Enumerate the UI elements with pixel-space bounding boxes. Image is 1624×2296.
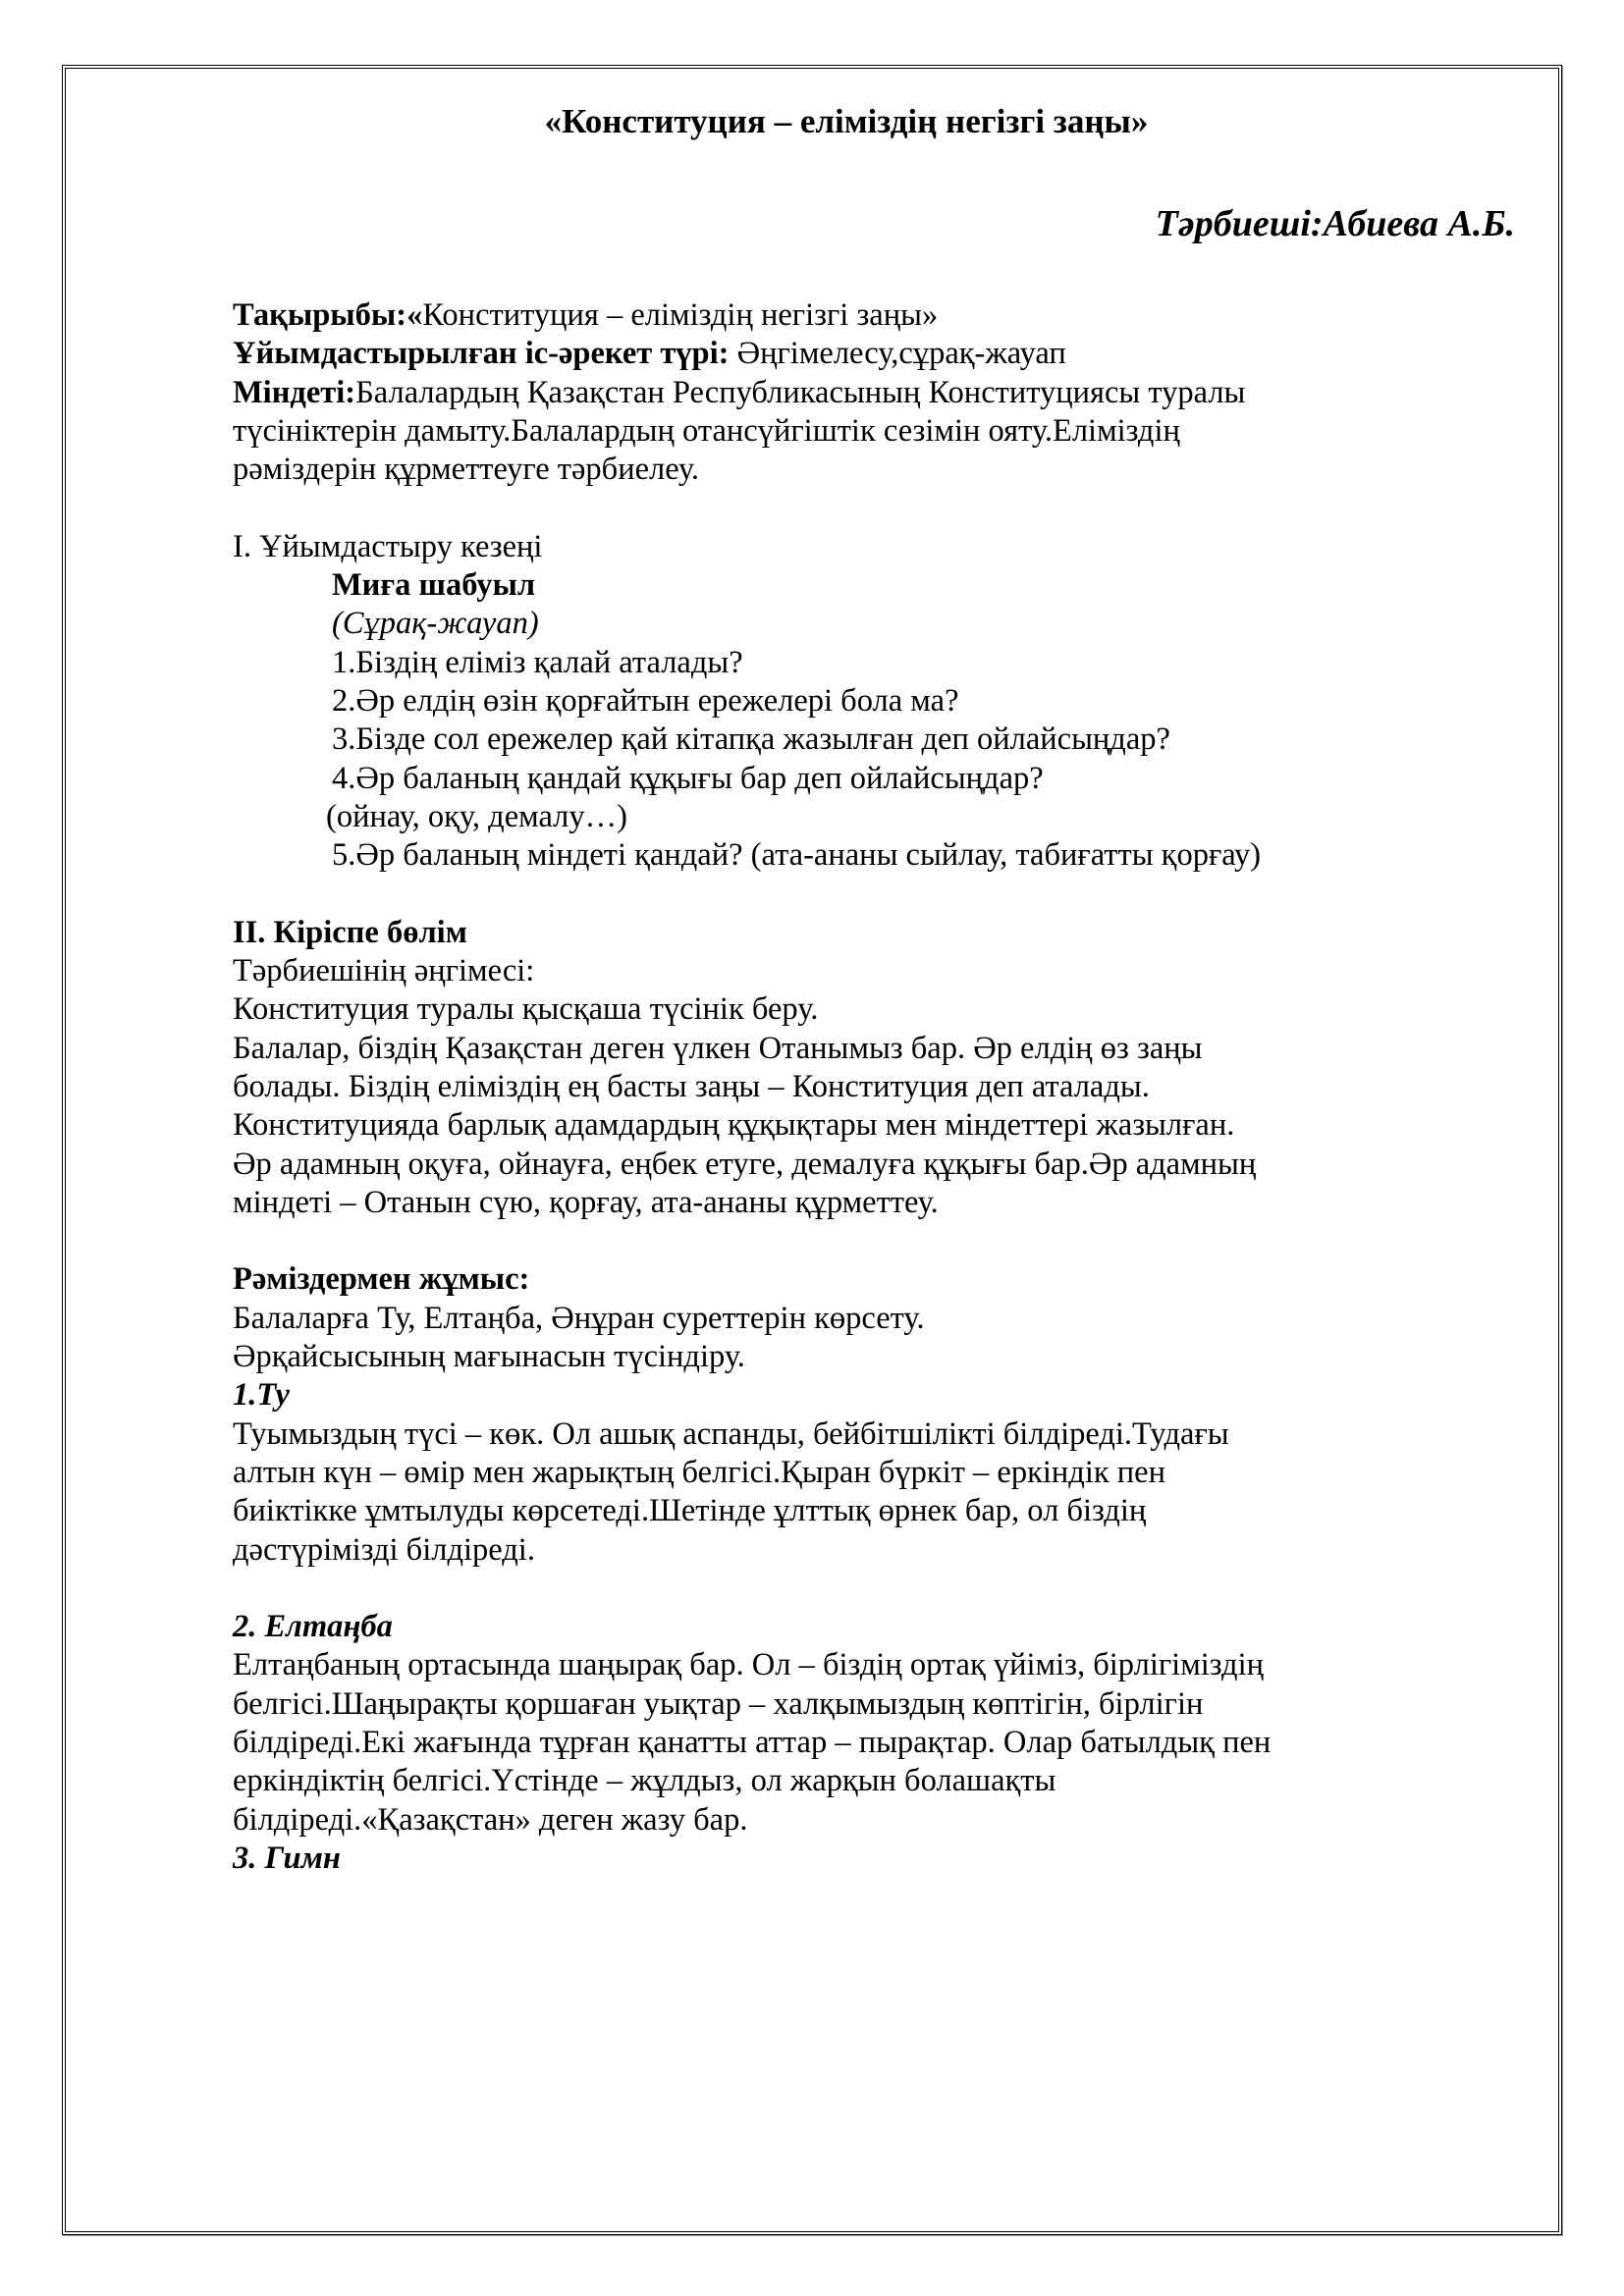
- document-title: «Конституция – еліміздің негізгі заңы»: [544, 102, 1149, 140]
- task-label: Міндеті:: [233, 374, 356, 410]
- spacer: [233, 875, 1509, 913]
- section1-heading: I. Ұйымдастыру кезеңі: [233, 528, 543, 564]
- question-item: 2.Әр елдің өзін қорғайтын ережелері бола ма?: [332, 682, 959, 719]
- paragraph-line: Елтаңбаның ортасында шаңырақ бар. Ол – біздің ортақ үйіміз, бірлігіміздің: [233, 1647, 1265, 1683]
- paragraph-line: дәстүрімізді білдіреді.: [233, 1531, 535, 1568]
- spacer: [233, 1222, 1509, 1260]
- paragraph-line: еркіндіктің белгісі.Үстінде – жұлдыз, ол жарқын болашақты: [233, 1763, 1056, 1799]
- activity-label: Ұйымдастырылған іс-әрекет түрі:: [233, 336, 730, 372]
- question-item: 1.Біздің еліміз қалай аталады?: [332, 644, 743, 680]
- task-text: Балалардың Қазақстан Республикасының Конституциясы туралы: [355, 374, 1246, 410]
- activity-value: Әңгімелесу,сұрақ-жауап: [729, 336, 1066, 372]
- paragraph-line: алтын күн – өмір мен жарықтың белгісі.Қыран бүркіт – еркіндік пен: [233, 1454, 1165, 1490]
- paragraph-line: Туымыздың түсі – көк. Ол ашық аспанды, бейбітшілікті білдіреді.Тудағы: [233, 1415, 1229, 1452]
- author-line: Тәрбиеші:Абиева А.Б.: [1155, 203, 1515, 244]
- paragraph-line: Конституцияда барлық адамдардың құқықтары мен міндеттері жазылған.: [233, 1107, 1235, 1144]
- question-item: 5.Әр баланың міндеті қандай? (ата-ананы сыйлау, табиғатты қорғау): [332, 837, 1262, 874]
- emblem-heading: 2. Елтаңба: [233, 1609, 393, 1645]
- question-item: 4.Әр баланың қандай құқығы бар деп ойлайсыңдар?: [332, 760, 1044, 796]
- document-body: [233, 296, 1509, 1878]
- task-text: рәміздерін құрметтеуге тәрбиелеу.: [233, 452, 699, 488]
- activity-line: [233, 335, 1509, 373]
- paragraph-line: биіктікке ұмтылуды көрсетеді.Шетінде ұлттық өрнек бар, ол біздің: [233, 1493, 1147, 1529]
- spacer: [233, 1570, 1509, 1608]
- section1-method: (Сұрақ-жауап): [332, 606, 539, 642]
- paragraph-line: Әрқайсысының мағынасын түсіндіру.: [233, 1339, 745, 1375]
- paragraph-line: Балалар, біздің Қазақстан деген үлкен Отанымыз бар. Әр елдің өз заңы: [233, 1030, 1203, 1066]
- task-text: түсініктерін дамыту.Балалардың отансүйгіштік сезімін ояту.Еліміздің: [233, 412, 1180, 449]
- symbols-heading: Рәміздермен жұмыс:: [233, 1261, 530, 1298]
- topic-label: Тақырыбы:«: [233, 297, 423, 333]
- flag-heading: 1.Ту: [233, 1377, 290, 1414]
- paragraph-line: белгісі.Шаңырақты қоршаған уықтар – халқымыздың көптігін, бірлігін: [233, 1685, 1204, 1722]
- topic-line: [233, 296, 1509, 335]
- paragraph-line: Әр адамның оқуға, ойнауға, еңбек етуге, демалуға құқығы бар.Әр адамның: [233, 1146, 1257, 1182]
- paragraph-line: білдіреді.Екі жағында тұрған қанатты аттар – пырақтар. Олар батылдық пен: [233, 1724, 1272, 1760]
- paragraph-line: Конституция туралы қысқаша түсінік беру.: [233, 991, 819, 1028]
- topic-value: Конституция – еліміздің негізгі заңы»: [422, 297, 939, 333]
- paragraph-line: міндеті – Отанын сүю, қорғау, ата-ананы құрметтеу.: [233, 1184, 939, 1220]
- anthem-heading: 3. Гимн: [233, 1840, 341, 1876]
- paragraph-line: Балаларға Ту, Елтаңба, Әнұран суреттерін көрсету.: [233, 1300, 925, 1336]
- spacer: [233, 489, 1509, 527]
- paragraph-line: білдіреді.«Қазақстан» деген жазу бар.: [233, 1801, 748, 1838]
- question-item: 3.Бізде сол ережелер қай кітапқа жазылған деп ойлайсыңдар?: [332, 721, 1170, 758]
- section1-subheading: Миға шабуыл: [332, 567, 536, 604]
- task-line: [233, 374, 1509, 412]
- question-answer-hint: (ойнау, оқу, демалу…): [326, 798, 627, 834]
- section2-heading: II. Кіріспе бөлім: [233, 914, 467, 950]
- paragraph-line: Тәрбиешінің әңгімесі:: [233, 953, 535, 989]
- paragraph-line: болады. Біздің еліміздің ең басты заңы – Конституция деп аталады.: [233, 1068, 1150, 1104]
